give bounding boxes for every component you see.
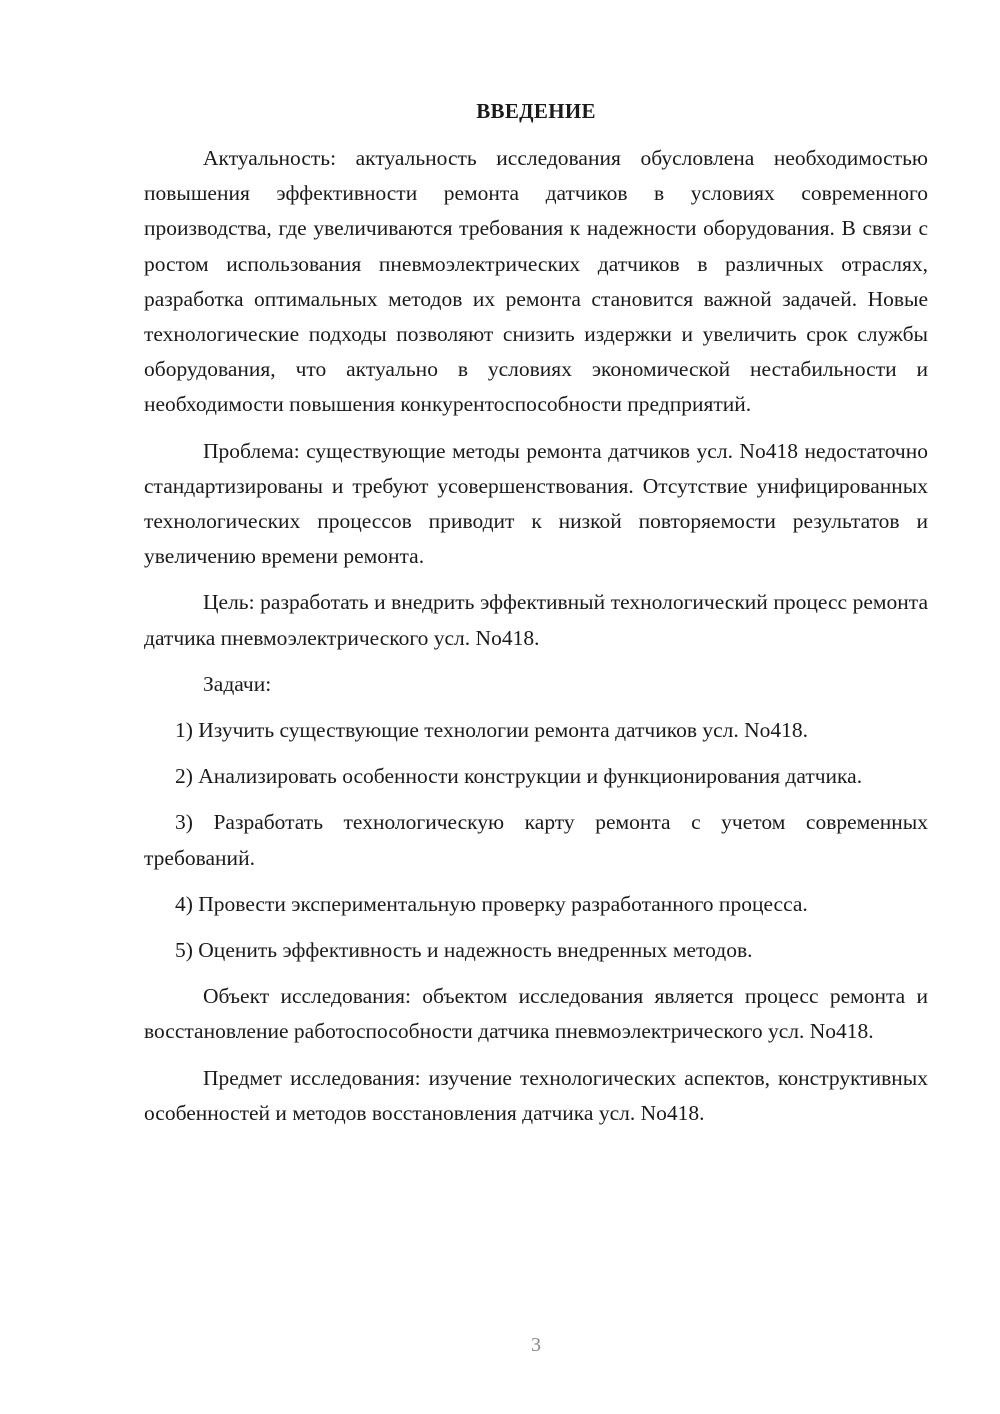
page-title: ВВЕДЕНИЕ: [476, 99, 596, 123]
paragraph-relevance: Актуальность: актуальность исследования обусловлена необходимостью повышения эффективности ремонта датчиков в условиях современного производства, где увеличиваются требования к надежности оборудования. В связи с ростом использования пневмоэлектрических датчиков в различных отраслях, разработка оптимальных методов их ремонта становится важной задачей. Новые технологические подходы позволяют снизить издержки и увеличить срок службы оборудования, что актуально в условиях экономической нестабильности и необходимости повышения конкурентоспособности предприятий.: [144, 146, 928, 417]
paragraph-object: Объект исследования: объектом исследования является процесс ремонта и восстановление работоспособности датчика пневмоэлектрического усл. No418.: [144, 984, 928, 1044]
paragraph-problem: Проблема: существующие методы ремонта датчиков усл. No418 недостаточно стандартизированы и требуют усовершенствования. Отсутствие унифицированных технологических процессов приводит к низкой повторяемости результатов и увеличению времени ремонта.: [144, 438, 928, 569]
task-item: 2) Анализировать особенности конструкции и функционирования датчика.: [175, 764, 863, 789]
paragraph-subject: Предмет исследования: изучение технологических аспектов, конструктивных особенностей и методов восстановления датчика усл. No418.: [144, 1065, 928, 1125]
document-body: [144, 141, 928, 1131]
page-number: 3: [531, 1334, 541, 1356]
task-item: 5) Оценить эффективность и надежность внедренных методов.: [175, 938, 753, 963]
paragraph-goal: Цель: разработать и внедрить эффективный технологический процесс ремонта датчика пневмоэлектрического усл. No418.: [144, 590, 928, 650]
task-item: 3) Разработать технологическую карту ремонта с учетом современных требований.: [144, 810, 928, 870]
tasks-heading: Задачи:: [203, 671, 272, 696]
task-item: 4) Провести экспериментальную проверку разработанного процесса.: [175, 891, 808, 916]
task-item: 1) Изучить существующие технологии ремонта датчиков усл. No418.: [175, 718, 809, 743]
